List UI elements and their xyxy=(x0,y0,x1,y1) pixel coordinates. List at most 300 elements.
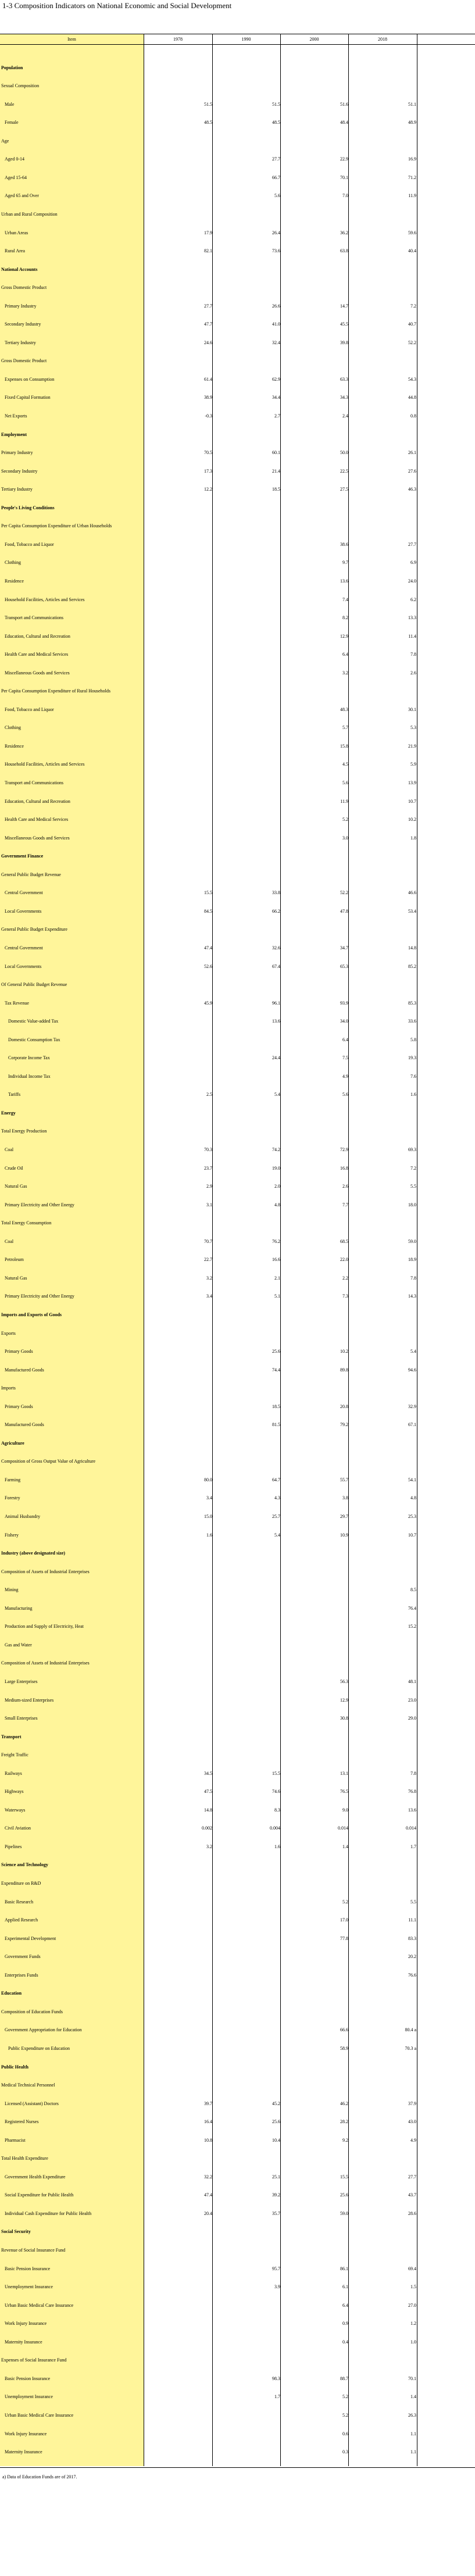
table-row xyxy=(0,669,475,678)
section-row xyxy=(0,2063,475,2072)
cell-1990: 48.5 xyxy=(272,120,280,126)
row-label: Natural Gas xyxy=(5,1184,27,1189)
row-label: Farming xyxy=(5,1477,21,1482)
cell-1990: 32.4 xyxy=(272,340,280,345)
section-row xyxy=(0,1860,475,1870)
cell-2018: 33.6 xyxy=(408,1019,416,1024)
cell-2018: 13.6 xyxy=(408,1807,416,1813)
row-label: Registered Nurses xyxy=(5,2119,39,2125)
cell-1990 xyxy=(212,669,280,678)
row-label: Corporate Income Tax xyxy=(8,1055,50,1061)
table-row xyxy=(0,467,475,476)
cell-2000 xyxy=(280,1604,348,1613)
cell-1990: 39.2 xyxy=(272,2192,280,2198)
cell-1978 xyxy=(144,191,212,201)
table-row xyxy=(0,1750,475,1760)
cell-2018: 11.4 xyxy=(408,633,416,639)
row-label: Basic Pension Insurance xyxy=(5,2266,51,2271)
row-label: Maternity Insurance xyxy=(5,2449,42,2455)
cell-2018: 1.7 xyxy=(410,1843,416,1849)
table-row xyxy=(0,1806,475,1815)
cell-1990 xyxy=(212,2411,280,2420)
cell-1978 xyxy=(144,723,212,733)
row-label: Domestic Value-added Tax xyxy=(8,1019,59,1024)
cell-1990 xyxy=(212,797,280,806)
section-row xyxy=(0,265,475,274)
cell-2000: 17.0 xyxy=(340,1917,348,1923)
table-row xyxy=(0,1219,475,1228)
row-label: Government Health Expenditure xyxy=(5,2174,66,2180)
table-row xyxy=(0,1420,475,1430)
cell-2000: 2.2 xyxy=(342,1275,348,1281)
cell-1978 xyxy=(144,1696,212,1705)
row-label: Primary Electricity and Other Energy xyxy=(5,1202,74,1207)
table-row xyxy=(0,1824,475,1833)
cell-1978: 3.1 xyxy=(206,1202,212,1207)
cell-1978: 84.5 xyxy=(204,908,212,914)
cell-2000: 34.7 xyxy=(340,945,348,951)
row-label: Local Governments xyxy=(5,908,42,914)
cell-2000: 66.6 xyxy=(340,2027,348,2033)
cell-2000 xyxy=(280,1622,348,1631)
cell-1978 xyxy=(144,2282,212,2292)
cell-2018: 13.3 xyxy=(408,615,416,621)
cell-2000: 16.8 xyxy=(340,1165,348,1171)
cell-2018: 11.9 xyxy=(408,193,416,199)
cell-1978: 47.7 xyxy=(204,321,212,327)
cell-1978 xyxy=(144,1934,212,1943)
cell-1990: 66.7 xyxy=(272,174,280,180)
cell-1990 xyxy=(212,705,280,714)
cell-2000: 46.2 xyxy=(340,2100,348,2106)
row-label: Gross Domestic Product xyxy=(1,285,47,291)
cell-2000: 93.9 xyxy=(340,1000,348,1006)
cell-1978: 80.0 xyxy=(204,1477,212,1482)
cell-2000: 63.3 xyxy=(340,376,348,382)
row-label: Pipelines xyxy=(5,1843,22,1849)
row-label: Composition of Assets of Industrial Enterprises xyxy=(1,1569,90,1574)
table-row xyxy=(0,1182,475,1191)
row-label: Animal Husbandry xyxy=(5,1514,41,1519)
cell-1990: 4.3 xyxy=(274,1495,280,1501)
row-label: Highways xyxy=(5,1789,24,1795)
row-label: Expenditure on R&D xyxy=(1,1881,41,1886)
cell-1990 xyxy=(212,613,280,623)
cell-2000: 6.1 xyxy=(342,2284,348,2290)
cell-2018: 10.7 xyxy=(408,798,416,804)
cell-1990 xyxy=(212,1934,280,1943)
row-label: Domestic Consumption Tax xyxy=(8,1037,60,1042)
table-row xyxy=(0,687,475,696)
row-label: Primary Goods xyxy=(5,1349,33,1355)
cell-2018: 80.4 a xyxy=(405,2027,416,2033)
cell-1978: 3.2 xyxy=(206,1843,212,1849)
cell-1978 xyxy=(144,1604,212,1613)
row-label: Petroleum xyxy=(5,1257,24,1263)
header-2000: 2000 xyxy=(309,37,319,42)
row-label: Unemployment Insurance xyxy=(5,2394,53,2400)
row-label: Food, Tobacco and Liquor xyxy=(5,541,54,547)
table-row xyxy=(0,1035,475,1045)
cell-1990 xyxy=(212,2338,280,2347)
table-row xyxy=(0,2301,475,2310)
cell-1978 xyxy=(144,705,212,714)
spacer-row xyxy=(0,45,475,54)
cell-2000: 56.3 xyxy=(340,1678,348,1684)
cell-1978: 34.5 xyxy=(204,1770,212,1776)
table-row xyxy=(0,2356,475,2365)
row-label: Government Appropriation for Education xyxy=(5,2027,82,2033)
cell-1978 xyxy=(144,1916,212,1925)
table-row xyxy=(0,320,475,329)
cell-1978 xyxy=(144,1898,212,1907)
cell-1978: 23.7 xyxy=(204,1165,212,1171)
cell-1978: 14.8 xyxy=(204,1807,212,1813)
row-label: Large Enterprises xyxy=(5,1678,38,1684)
row-label: Residence xyxy=(5,743,24,749)
cell-1990 xyxy=(212,2319,280,2328)
cell-1978: 32.2 xyxy=(204,2174,212,2180)
cell-1990: 26.6 xyxy=(272,303,280,309)
table-row xyxy=(0,1053,475,1063)
cell-2018: 27.7 xyxy=(408,541,416,547)
cell-1978 xyxy=(144,2044,212,2053)
section-row xyxy=(0,503,475,513)
cell-2000: 7.7 xyxy=(342,1202,348,1207)
cell-2000: 27.5 xyxy=(340,487,348,492)
cell-2000: 0.4 xyxy=(342,2339,348,2345)
cell-1978: 16.4 xyxy=(204,2119,212,2125)
cell-1978: 39.7 xyxy=(204,2100,212,2106)
cell-2018: 52.2 xyxy=(408,340,416,345)
section-row xyxy=(0,852,475,861)
cell-2018: 85.3 xyxy=(408,1000,416,1006)
cell-2018: 53.4 xyxy=(408,908,416,914)
cell-1990 xyxy=(212,558,280,567)
row-label: Urban and Rural Composition xyxy=(1,211,58,217)
table-row xyxy=(0,81,475,91)
cell-2000: 36.2 xyxy=(340,230,348,235)
cell-2000: 4.5 xyxy=(342,762,348,767)
row-label: Miscellaneous Goods and Services xyxy=(5,670,70,676)
section-row xyxy=(0,1310,475,1320)
table-row xyxy=(0,925,475,934)
table-row xyxy=(0,797,475,806)
table-row xyxy=(0,2448,475,2457)
table-row xyxy=(0,1164,475,1173)
cell-1990 xyxy=(212,1714,280,1723)
row-label: Freight Traffic xyxy=(1,1752,28,1758)
cell-2000: 0.3 xyxy=(342,2449,348,2455)
table-row xyxy=(0,2154,475,2163)
cell-2000: 79.2 xyxy=(340,1422,348,1428)
cell-1978 xyxy=(144,540,212,549)
row-label: Transport and Communications xyxy=(5,780,64,785)
row-label: Secondary Industry xyxy=(5,321,41,327)
table-row xyxy=(0,1090,475,1099)
cell-1990: 25.6 xyxy=(272,2119,280,2125)
table-row xyxy=(0,2282,475,2292)
row-label: Clothing xyxy=(5,560,22,566)
cell-2018: 59.6 xyxy=(408,230,416,235)
cell-1990 xyxy=(212,595,280,605)
cell-1990: 25.6 xyxy=(272,1349,280,1355)
cell-2000: 7.0 xyxy=(342,193,348,199)
cell-1978: 20.4 xyxy=(204,2210,212,2216)
cell-1990: 98.3 xyxy=(272,2375,280,2381)
cell-2018: 4.8 xyxy=(410,1495,416,1501)
cell-2000: 7.4 xyxy=(342,596,348,602)
table-row xyxy=(0,246,475,256)
cell-2018: 40.7 xyxy=(408,321,416,327)
row-label: Primary Industry xyxy=(5,303,37,309)
table-row xyxy=(0,540,475,549)
table-row xyxy=(0,2117,475,2127)
cell-1990 xyxy=(212,760,280,769)
table-row xyxy=(0,1201,475,1210)
cell-1990: 45.2 xyxy=(272,2100,280,2106)
row-label: Medium-sized Enterprises xyxy=(5,1697,54,1703)
cell-2000: 47.8 xyxy=(340,908,348,914)
cell-2018: 76.4 xyxy=(408,1605,416,1611)
row-label: Basic Pension Insurance xyxy=(5,2375,51,2381)
cell-1978: 70.7 xyxy=(204,1238,212,1244)
cell-1978 xyxy=(144,155,212,164)
cell-1990 xyxy=(212,2429,280,2439)
row-label: Coal xyxy=(5,1238,14,1244)
table-header xyxy=(0,34,475,45)
cell-1978 xyxy=(144,1952,212,1962)
row-label: Total Health Expenditure xyxy=(1,2156,48,2161)
table-row xyxy=(0,210,475,219)
column-divider xyxy=(212,34,213,2466)
section-label: Social Security xyxy=(1,2229,31,2235)
row-label: Tax Revenue xyxy=(5,1000,29,1006)
cell-1978 xyxy=(144,2411,212,2420)
cell-2000: 59.0 xyxy=(340,2210,348,2216)
row-label: Education, Cultural and Recreation xyxy=(5,633,70,639)
cell-2018: 25.3 xyxy=(408,1514,416,1519)
cell-1978: 45.9 xyxy=(204,1000,212,1006)
cell-1978: 0.002 xyxy=(202,1825,212,1831)
row-label: Primary Electricity and Other Energy xyxy=(5,1294,74,1299)
cell-1990: 5.6 xyxy=(274,193,280,199)
cell-2000: 6.4 xyxy=(342,1037,348,1042)
cell-2018: 5.3 xyxy=(410,725,416,731)
cell-2018: 7.2 xyxy=(410,1165,416,1171)
row-label: Social Expenditure for Public Health xyxy=(5,2192,74,2198)
cell-1978 xyxy=(144,760,212,769)
cell-2000: 2.6 xyxy=(342,1184,348,1189)
cell-1978 xyxy=(144,2374,212,2384)
row-label: Urban Areas xyxy=(5,230,28,235)
header-item: Item xyxy=(0,34,144,44)
cell-1978: 70.5 xyxy=(204,450,212,456)
cell-2018: 83.3 xyxy=(408,1935,416,1941)
cell-1978 xyxy=(144,2429,212,2439)
cell-2018: 28.6 xyxy=(408,2210,416,2216)
row-label: Experimental Development xyxy=(5,1935,56,1941)
cell-1990: 34.4 xyxy=(272,395,280,401)
cell-1990: 73.6 xyxy=(272,248,280,254)
cell-2018: 1.8 xyxy=(410,835,416,841)
cell-2018: 46.6 xyxy=(408,890,416,896)
table-row xyxy=(0,1347,475,1356)
table-row xyxy=(0,1494,475,1503)
table-row xyxy=(0,2173,475,2182)
cell-1990: 60.1 xyxy=(272,450,280,456)
table-row xyxy=(0,2429,475,2439)
table-row xyxy=(0,2191,475,2200)
row-label: Female xyxy=(5,120,19,126)
cell-2000: 20.8 xyxy=(340,1403,348,1409)
table-row xyxy=(0,980,475,989)
cell-1990 xyxy=(212,723,280,733)
cell-2018: 43.0 xyxy=(408,2119,416,2125)
table-row xyxy=(0,448,475,458)
cell-2018: 48.1 xyxy=(408,1678,416,1684)
row-label: Secondary Industry xyxy=(1,468,38,474)
row-label: Work Injury Insurance xyxy=(5,2431,47,2436)
cell-1978: 3.4 xyxy=(206,1294,212,1299)
cell-1990 xyxy=(212,2044,280,2053)
section-label: Industry (above designated size) xyxy=(1,1550,66,1556)
cell-1978: 82.1 xyxy=(204,248,212,254)
cell-1990 xyxy=(212,2301,280,2310)
cell-1978 xyxy=(144,595,212,605)
cell-1990: 13.6 xyxy=(272,1019,280,1024)
table-row xyxy=(0,1769,475,1778)
section-label: Energy xyxy=(1,1110,16,1116)
cell-1990: 2.7 xyxy=(274,413,280,419)
cell-1990: 62.9 xyxy=(272,376,280,382)
row-label: Health Care and Medical Services xyxy=(5,652,69,658)
cell-1990 xyxy=(212,650,280,659)
table-row xyxy=(0,1366,475,1375)
row-label: Individual Income Tax xyxy=(8,1073,51,1079)
cell-1978 xyxy=(144,632,212,641)
table-row xyxy=(0,944,475,953)
cell-2018: 7.8 xyxy=(410,1275,416,1281)
cell-1990: 10.4 xyxy=(272,2137,280,2143)
table-row xyxy=(0,870,475,880)
cell-2000: 51.6 xyxy=(340,101,348,107)
table-row xyxy=(0,1512,475,1521)
cell-2000: 34.0 xyxy=(340,1019,348,1024)
cell-2018: 71.2 xyxy=(408,174,416,180)
cell-1990 xyxy=(212,2448,280,2457)
cell-2000: 52.2 xyxy=(340,890,348,896)
cell-1978: 2.9 xyxy=(206,1184,212,1189)
table-row xyxy=(0,302,475,311)
row-label: Central Government xyxy=(5,890,43,896)
table-row xyxy=(0,2025,475,2035)
cell-2018: 44.8 xyxy=(408,395,416,401)
row-label: Total Energy Consumption xyxy=(1,1220,52,1226)
section-row xyxy=(0,1732,475,1742)
table-row xyxy=(0,2044,475,2053)
row-label: Tertiary Industry xyxy=(1,487,33,492)
cell-1990 xyxy=(212,577,280,586)
table-row xyxy=(0,137,475,146)
table-row xyxy=(0,1237,475,1246)
cell-2018: 26.3 xyxy=(408,2412,416,2418)
cell-1990: 5.4 xyxy=(274,1092,280,1098)
table-row xyxy=(0,2007,475,2017)
cell-1978 xyxy=(144,613,212,623)
table-row xyxy=(0,1934,475,1943)
section-label: Population xyxy=(1,65,23,70)
row-label: Imports xyxy=(1,1385,16,1391)
cell-2000: 63.8 xyxy=(340,248,348,254)
table-row xyxy=(0,1255,475,1264)
cell-2000: 50.0 xyxy=(340,450,348,456)
table-bottom-rule xyxy=(0,2467,475,2468)
section-row xyxy=(0,1439,475,1448)
cell-2018: 1.1 xyxy=(410,2431,416,2436)
table-row xyxy=(0,834,475,843)
table-row xyxy=(0,742,475,751)
cell-2018: 37.9 xyxy=(408,2100,416,2106)
cell-1978: 61.4 xyxy=(204,376,212,382)
row-label: Crude Oil xyxy=(5,1165,23,1171)
cell-1990: 0.004 xyxy=(270,1825,280,1831)
row-label: Exports xyxy=(1,1330,16,1336)
cell-1978 xyxy=(144,2301,212,2310)
cell-2018: 11.1 xyxy=(408,1917,416,1923)
cell-2000: 38.6 xyxy=(340,541,348,547)
cell-2018: 21.9 xyxy=(408,743,416,749)
table-row xyxy=(0,558,475,567)
cell-2018: 18.9 xyxy=(408,1257,416,1263)
table-row xyxy=(0,1677,475,1687)
row-label: Small Enterprises xyxy=(5,1716,38,1721)
row-label: Residence xyxy=(5,578,24,584)
cell-2018: 5.5 xyxy=(410,1184,416,1189)
section-label: Agriculture xyxy=(1,1440,24,1446)
table-row xyxy=(0,191,475,201)
row-label: Natural Gas xyxy=(5,1275,27,1281)
cell-1978: 48.5 xyxy=(204,120,212,126)
cell-2000: 6.4 xyxy=(342,2302,348,2308)
table-row xyxy=(0,1714,475,1723)
row-label: Gross Domestic Product xyxy=(1,358,47,364)
table-row xyxy=(0,1567,475,1577)
header-1978: 1978 xyxy=(173,37,183,42)
cell-1978: 47.4 xyxy=(204,2192,212,2198)
cell-1978: 51.5 xyxy=(204,101,212,107)
cell-2000: 1.4 xyxy=(342,1843,348,1849)
cell-2018: 1.6 xyxy=(410,1092,416,1098)
cell-1990 xyxy=(212,1916,280,1925)
cell-2018: 27.7 xyxy=(408,2174,416,2180)
cell-1990 xyxy=(212,742,280,751)
cell-2000 xyxy=(280,1952,348,1962)
cell-1978: 70.3 xyxy=(204,1147,212,1152)
cell-1990 xyxy=(212,1971,280,1980)
cell-1990 xyxy=(212,1035,280,1045)
cell-2000: 15.5 xyxy=(340,2174,348,2180)
table-row xyxy=(0,155,475,164)
cell-1990: 24.4 xyxy=(272,1055,280,1061)
cell-2018: 18.0 xyxy=(408,1202,416,1207)
row-label: Tertiary Industry xyxy=(5,340,36,345)
table-row xyxy=(0,1842,475,1852)
cell-1978: 12.2 xyxy=(204,487,212,492)
row-label: Manufactured Goods xyxy=(5,1422,44,1428)
table-row xyxy=(0,778,475,788)
row-label: Gas and Water xyxy=(5,1642,32,1648)
